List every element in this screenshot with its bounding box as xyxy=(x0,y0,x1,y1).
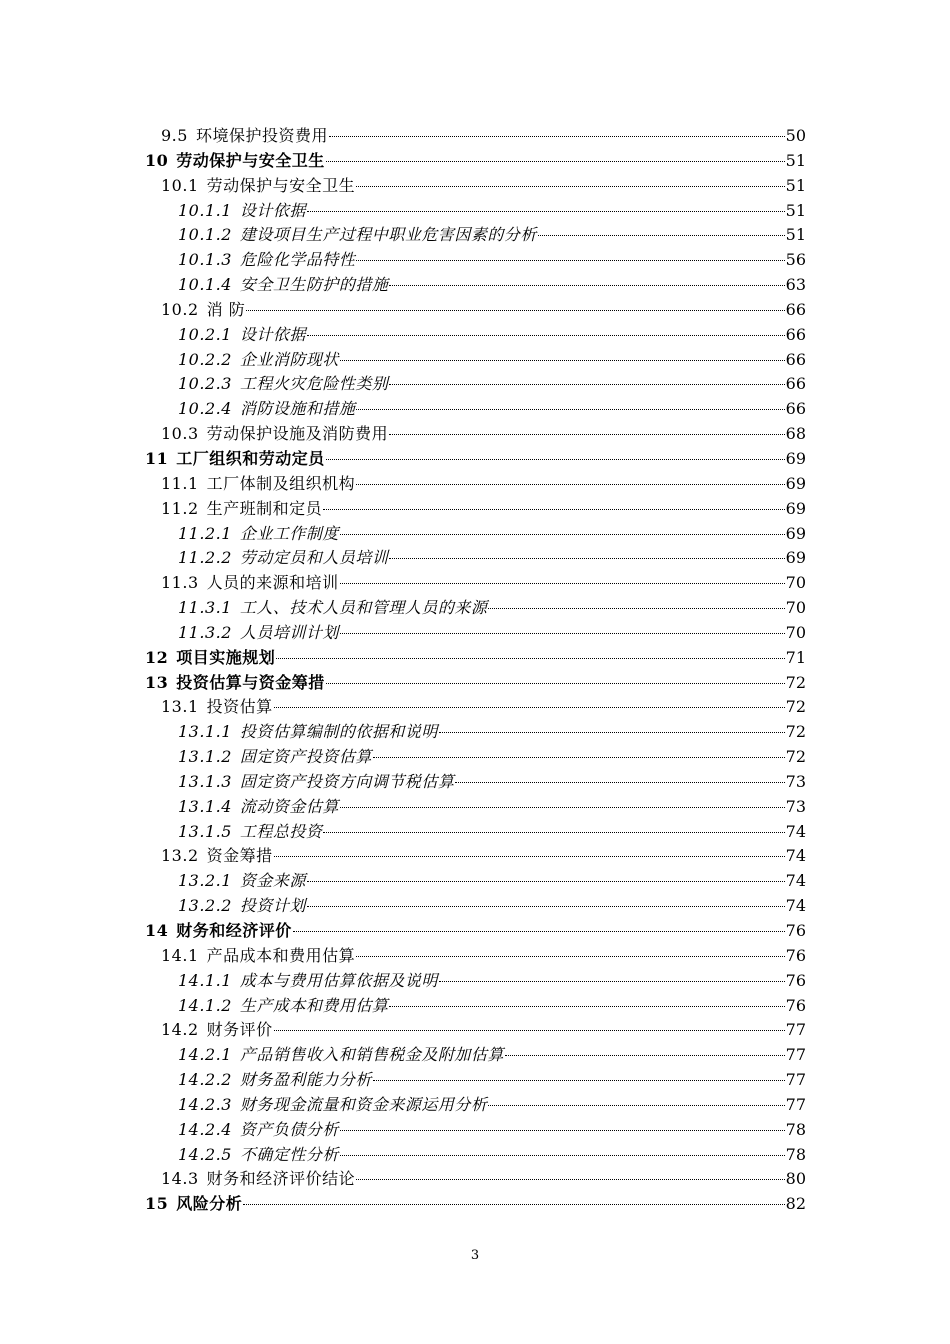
toc-entry-title xyxy=(145,919,292,944)
toc-entry[interactable] xyxy=(145,671,806,696)
dot-leader xyxy=(389,279,784,286)
toc-entry-number: 14.2.2 xyxy=(178,1070,232,1090)
toc-entry-number: 13.1 xyxy=(161,697,199,717)
dot-leader xyxy=(326,155,785,162)
toc-entry-number: 13.1.4 xyxy=(178,796,232,816)
toc-entry-text: 项目实施规划 xyxy=(176,647,276,667)
toc-entry[interactable] xyxy=(145,969,806,994)
toc-entry-number: 13.2.2 xyxy=(178,896,232,916)
toc-entry-text: 财务盈利能力分析 xyxy=(239,1070,372,1090)
dot-leader xyxy=(505,1049,785,1056)
toc-entry[interactable] xyxy=(145,1143,806,1168)
toc-entry-page: 74 xyxy=(785,821,806,841)
dot-leader xyxy=(389,552,784,559)
toc-entry-title xyxy=(178,1093,487,1118)
toc-entry-text: 消防设施和措施 xyxy=(239,399,356,419)
toc-entry-page: 69 xyxy=(785,498,806,518)
toc-entry-text: 产品销售收入和销售税金及附加估算 xyxy=(239,1045,504,1065)
toc-entry[interactable] xyxy=(145,273,806,298)
toc-entry-title xyxy=(178,1118,339,1143)
toc-entry[interactable] xyxy=(145,447,806,472)
toc-entry[interactable] xyxy=(145,546,806,571)
toc-entry-text: 人员的来源和培训 xyxy=(206,573,339,593)
toc-entry-text: 企业工作制度 xyxy=(239,523,339,543)
dot-leader xyxy=(329,130,785,137)
toc-entry-title xyxy=(161,422,388,447)
toc-entry[interactable] xyxy=(145,1018,806,1043)
toc-entry-text: 消 防 xyxy=(206,299,246,319)
toc-entry-text: 投资估算与资金筹措 xyxy=(176,672,325,692)
toc-entry[interactable] xyxy=(145,1118,806,1143)
toc-entry-number: 14.1.1 xyxy=(178,970,232,990)
toc-entry-page: 70 xyxy=(785,598,806,618)
toc-entry-number: 11.3.2 xyxy=(178,622,232,642)
toc-entry-title xyxy=(178,397,355,422)
toc-entry-number: 13.1.2 xyxy=(178,747,232,767)
toc-entry[interactable] xyxy=(145,298,806,323)
toc-entry-page: 50 xyxy=(785,126,806,145)
dot-leader xyxy=(340,627,785,634)
dot-leader xyxy=(439,975,785,982)
toc-entry-page: 71 xyxy=(785,647,806,667)
toc-entry-number: 10 xyxy=(145,150,169,170)
toc-entry-number: 10.2.1 xyxy=(178,324,232,344)
toc-entry[interactable] xyxy=(145,869,806,894)
toc-entry-page: 78 xyxy=(785,1144,806,1164)
toc-entry-number: 11.3.1 xyxy=(178,598,232,618)
toc-entry-page: 66 xyxy=(785,299,806,319)
toc-entry[interactable] xyxy=(145,372,806,397)
toc-entry-text: 财务和经济评价结论 xyxy=(206,1169,356,1189)
toc-entry-page: 80 xyxy=(785,1169,806,1189)
dot-leader xyxy=(455,776,784,783)
toc-entry-title xyxy=(178,994,388,1019)
toc-entry-text: 劳动保护设施及消防费用 xyxy=(206,424,389,444)
toc-entry-number: 10.2.3 xyxy=(178,374,232,394)
toc-entry[interactable] xyxy=(145,199,806,224)
toc-entry-title xyxy=(178,1068,372,1093)
toc-entry-number: 10.2.4 xyxy=(178,399,232,419)
page-number: 3 xyxy=(470,1248,480,1263)
toc-entry-page: 51 xyxy=(785,200,806,220)
toc-entry-number: 10.1 xyxy=(161,175,199,195)
toc-entry-page: 76 xyxy=(785,921,806,940)
toc-entry-page: 77 xyxy=(785,1045,806,1065)
dot-leader xyxy=(538,229,785,236)
toc-entry[interactable] xyxy=(145,497,806,522)
toc-entry-title xyxy=(161,571,339,596)
toc-entry-number: 14.3 xyxy=(161,1169,199,1189)
toc-entry-text: 投资计划 xyxy=(239,896,306,916)
toc-entry-number: 14.1 xyxy=(161,945,199,965)
toc-entry-text: 财务现金流量和资金来源运用分析 xyxy=(239,1094,488,1114)
dot-leader xyxy=(356,403,784,410)
toc-entry-page: 69 xyxy=(785,548,806,568)
toc-entry-text: 资金来源 xyxy=(239,871,306,891)
dot-leader xyxy=(340,801,785,808)
toc-entry[interactable] xyxy=(145,894,806,919)
toc-entry-text: 固定资产投资估算 xyxy=(239,747,372,767)
toc-entry-number: 14.2.1 xyxy=(178,1045,232,1065)
toc-entry[interactable] xyxy=(145,522,806,547)
toc-entry-number: 11.3 xyxy=(161,573,199,593)
toc-entry-number: 10.1.2 xyxy=(178,225,232,245)
toc-entry-text: 劳动保护与安全卫生 xyxy=(206,175,356,195)
toc-entry-page: 74 xyxy=(785,896,806,916)
toc-entry[interactable] xyxy=(145,223,806,248)
toc-entry-page: 69 xyxy=(785,523,806,543)
toc-entry-number: 10.1.3 xyxy=(178,250,232,270)
toc-entry-text: 工程火灾危险性类别 xyxy=(239,374,389,394)
toc-entry-number: 14.2 xyxy=(161,1020,199,1040)
toc-entry-number: 13.1.1 xyxy=(178,722,232,742)
toc-entry-page: 66 xyxy=(785,374,806,394)
toc-entry-text: 生产成本和费用估算 xyxy=(239,995,389,1015)
dot-leader xyxy=(488,1099,784,1106)
toc-entry-text: 资产负债分析 xyxy=(239,1119,339,1139)
toc-entry-title xyxy=(178,795,339,820)
toc-entry-page: 51 xyxy=(785,150,806,170)
toc-entry[interactable] xyxy=(145,994,806,1019)
toc-entry-text: 危险化学品特性 xyxy=(239,250,356,270)
toc-entry-number: 10.2 xyxy=(161,299,199,319)
toc-entry-text: 工程总投资 xyxy=(239,821,323,841)
toc-entry-number: 13.1.5 xyxy=(178,821,232,841)
toc-entry-page: 76 xyxy=(785,970,806,990)
toc-entry-text: 财务和经济评价 xyxy=(176,921,292,940)
toc-entry-page: 73 xyxy=(785,796,806,816)
toc-entry-text: 工厂体制及组织机构 xyxy=(206,473,356,493)
toc-entry-number: 10.3 xyxy=(161,424,199,444)
toc-entry-number: 14.2.5 xyxy=(178,1144,232,1164)
toc-entry-text: 财务评价 xyxy=(206,1020,273,1040)
toc-entry[interactable] xyxy=(145,422,806,447)
dot-leader xyxy=(243,1198,784,1205)
toc-entry-text: 安全卫生防护的措施 xyxy=(239,275,389,295)
toc-entry[interactable] xyxy=(145,745,806,770)
toc-entry[interactable] xyxy=(145,1167,806,1192)
toc-entry[interactable] xyxy=(145,1068,806,1093)
toc-entry-number: 10.1.1 xyxy=(178,200,232,220)
table-of-contents xyxy=(145,124,806,1217)
toc-entry[interactable] xyxy=(145,149,806,174)
dot-leader xyxy=(307,875,785,882)
toc-entry-title xyxy=(161,1167,355,1192)
toc-entry-number: 10.2.2 xyxy=(178,349,232,369)
toc-entry[interactable] xyxy=(145,1043,806,1068)
dot-leader xyxy=(307,329,785,336)
toc-entry-title xyxy=(161,944,355,969)
toc-entry[interactable] xyxy=(145,571,806,596)
toc-entry-page: 82 xyxy=(785,1194,806,1214)
dot-leader xyxy=(276,652,784,659)
dot-leader xyxy=(356,180,785,187)
dot-leader xyxy=(340,528,785,535)
dot-leader xyxy=(274,701,785,708)
toc-entry-title xyxy=(178,745,372,770)
toc-entry-title xyxy=(178,1043,504,1068)
toc-entry-number: 14.2.3 xyxy=(178,1094,232,1114)
dot-leader xyxy=(389,1000,784,1007)
toc-entry-text: 环境保护投资费用 xyxy=(195,126,328,145)
toc-entry-number: 15 xyxy=(145,1194,169,1214)
dot-leader xyxy=(293,925,785,932)
dot-leader xyxy=(326,453,785,460)
dot-leader xyxy=(323,826,784,833)
dot-leader xyxy=(340,1124,785,1131)
toc-entry[interactable] xyxy=(145,695,806,720)
dot-leader xyxy=(326,677,785,684)
toc-entry-text: 投资估算 xyxy=(206,697,273,717)
toc-entry-page: 66 xyxy=(785,349,806,369)
dot-leader xyxy=(323,503,785,510)
toc-entry[interactable] xyxy=(145,820,806,845)
toc-entry-text: 劳动定员和人员培训 xyxy=(239,548,389,568)
toc-entry-page: 74 xyxy=(785,871,806,891)
toc-entry-number: 9.5 xyxy=(161,126,188,145)
toc-entry-title xyxy=(178,348,339,373)
toc-entry-page: 73 xyxy=(785,771,806,791)
toc-entry-number: 13.2 xyxy=(161,846,199,866)
toc-entry-page: 51 xyxy=(785,175,806,195)
toc-entry-title xyxy=(145,646,275,671)
dot-leader xyxy=(356,1173,785,1180)
toc-entry[interactable] xyxy=(145,844,806,869)
dot-leader xyxy=(389,428,785,435)
toc-entry-title xyxy=(178,720,438,745)
toc-entry-title xyxy=(178,820,322,845)
toc-entry-page: 77 xyxy=(785,1070,806,1090)
toc-entry-title xyxy=(161,497,322,522)
dot-leader xyxy=(340,354,785,361)
toc-entry-text: 成本与费用估算依据及说明 xyxy=(239,970,438,990)
toc-entry-text: 劳动保护与安全卫生 xyxy=(176,150,325,170)
toc-entry[interactable] xyxy=(145,472,806,497)
toc-entry-title xyxy=(178,869,306,894)
dot-leader xyxy=(307,900,785,907)
toc-entry-title xyxy=(178,199,306,224)
toc-entry[interactable] xyxy=(145,1192,806,1217)
toc-entry-number: 11.1 xyxy=(161,473,199,493)
toc-entry-page: 78 xyxy=(785,1119,806,1139)
toc-entry-text: 不确定性分析 xyxy=(239,1144,339,1164)
toc-entry-title xyxy=(161,174,355,199)
toc-entry-text: 固定资产投资方向调节税估算 xyxy=(239,771,455,791)
toc-entry-title xyxy=(178,248,355,273)
toc-entry-title xyxy=(161,695,273,720)
toc-entry-title xyxy=(178,273,388,298)
toc-entry-page: 72 xyxy=(785,697,806,717)
toc-entry[interactable] xyxy=(145,621,806,646)
toc-entry-text: 设计依据 xyxy=(239,324,306,344)
dot-leader xyxy=(274,1024,785,1031)
toc-entry-title xyxy=(178,546,388,571)
toc-entry-number: 11.2 xyxy=(161,498,199,518)
toc-entry-page: 77 xyxy=(785,1094,806,1114)
toc-entry-page: 69 xyxy=(785,473,806,493)
toc-entry-number: 13 xyxy=(145,672,169,692)
toc-entry-title xyxy=(161,472,355,497)
dot-leader xyxy=(356,254,784,261)
toc-entry-title xyxy=(145,149,325,174)
toc-entry-title xyxy=(178,596,487,621)
dot-leader xyxy=(274,850,785,857)
dot-leader xyxy=(488,602,784,609)
toc-entry-page: 70 xyxy=(785,573,806,593)
toc-entry[interactable] xyxy=(145,770,806,795)
toc-entry-page: 77 xyxy=(785,1020,806,1040)
toc-entry[interactable] xyxy=(145,919,806,944)
toc-entry-title xyxy=(161,844,273,869)
dot-leader xyxy=(373,1074,785,1081)
toc-entry-title xyxy=(178,621,339,646)
toc-entry-page: 63 xyxy=(785,275,806,295)
toc-entry-text: 风险分析 xyxy=(176,1194,243,1214)
toc-entry-number: 14.2.4 xyxy=(178,1119,232,1139)
toc-entry-page: 56 xyxy=(785,250,806,270)
dot-leader xyxy=(246,304,784,311)
toc-entry-title xyxy=(178,223,537,248)
toc-entry[interactable] xyxy=(145,720,806,745)
dot-leader xyxy=(356,478,785,485)
toc-entry-title xyxy=(161,1018,273,1043)
toc-entry-page: 72 xyxy=(785,672,806,692)
toc-entry-text: 设计依据 xyxy=(239,200,306,220)
toc-entry-number: 13.1.3 xyxy=(178,771,232,791)
toc-entry-text: 人员培训计划 xyxy=(239,622,339,642)
toc-entry-number: 14 xyxy=(145,921,169,940)
toc-entry-page: 66 xyxy=(785,324,806,344)
toc-entry-number: 11 xyxy=(145,448,169,468)
toc-entry[interactable] xyxy=(145,944,806,969)
toc-entry-page: 69 xyxy=(785,448,806,468)
toc-entry-page: 76 xyxy=(785,945,806,965)
toc-entry-page: 72 xyxy=(785,722,806,742)
toc-entry[interactable] xyxy=(145,646,806,671)
toc-entry-number: 11.2.1 xyxy=(178,523,232,543)
toc-entry-text: 生产班制和定员 xyxy=(206,498,323,518)
toc-entry-number: 13.2.1 xyxy=(178,871,232,891)
toc-entry-title xyxy=(178,323,306,348)
toc-entry-text: 流动资金估算 xyxy=(239,796,339,816)
toc-entry-page: 66 xyxy=(785,399,806,419)
toc-entry[interactable] xyxy=(145,124,806,149)
dot-leader xyxy=(439,726,785,733)
toc-entry-number: 14.1.2 xyxy=(178,995,232,1015)
toc-entry-page: 76 xyxy=(785,995,806,1015)
dot-leader xyxy=(340,577,785,584)
toc-entry-page: 70 xyxy=(785,622,806,642)
dot-leader xyxy=(389,378,784,385)
toc-entry-title xyxy=(145,1192,242,1217)
toc-entry-text: 产品成本和费用估算 xyxy=(206,945,356,965)
toc-entry-title xyxy=(145,671,325,696)
toc-entry[interactable] xyxy=(145,348,806,373)
toc-entry-page: 74 xyxy=(785,846,806,866)
toc-entry-number: 10.1.4 xyxy=(178,275,232,295)
toc-entry-title xyxy=(178,969,438,994)
toc-entry-number: 12 xyxy=(145,647,169,667)
toc-entry[interactable] xyxy=(145,397,806,422)
toc-entry[interactable] xyxy=(145,1093,806,1118)
toc-entry-text: 工厂组织和劳动定员 xyxy=(176,448,325,468)
toc-entry-title xyxy=(178,372,388,397)
toc-entry-text: 投资估算编制的依据和说明 xyxy=(239,722,438,742)
toc-entry[interactable] xyxy=(145,248,806,273)
dot-leader xyxy=(356,950,785,957)
toc-entry-page: 51 xyxy=(785,225,806,245)
toc-entry[interactable] xyxy=(145,323,806,348)
toc-entry-text: 资金筹措 xyxy=(206,846,273,866)
toc-entry-text: 建设项目生产过程中职业危害因素的分析 xyxy=(239,225,537,245)
toc-entry-number: 11.2.2 xyxy=(178,548,232,568)
dot-leader xyxy=(340,1149,785,1156)
toc-entry-title xyxy=(178,1143,339,1168)
toc-entry[interactable] xyxy=(145,795,806,820)
toc-entry-title xyxy=(145,447,325,472)
dot-leader xyxy=(373,751,785,758)
toc-entry-title xyxy=(161,124,328,149)
toc-entry-title xyxy=(161,298,245,323)
toc-entry[interactable] xyxy=(145,174,806,199)
toc-entry-title xyxy=(178,770,454,795)
toc-entry-text: 企业消防现状 xyxy=(239,349,339,369)
toc-entry-text: 工人、技术人员和管理人员的来源 xyxy=(239,598,488,618)
toc-entry-page: 72 xyxy=(785,747,806,767)
dot-leader xyxy=(307,205,785,212)
toc-entry-page: 68 xyxy=(785,424,806,444)
toc-entry-title xyxy=(178,522,339,547)
toc-entry[interactable] xyxy=(145,596,806,621)
toc-entry-title xyxy=(178,894,306,919)
